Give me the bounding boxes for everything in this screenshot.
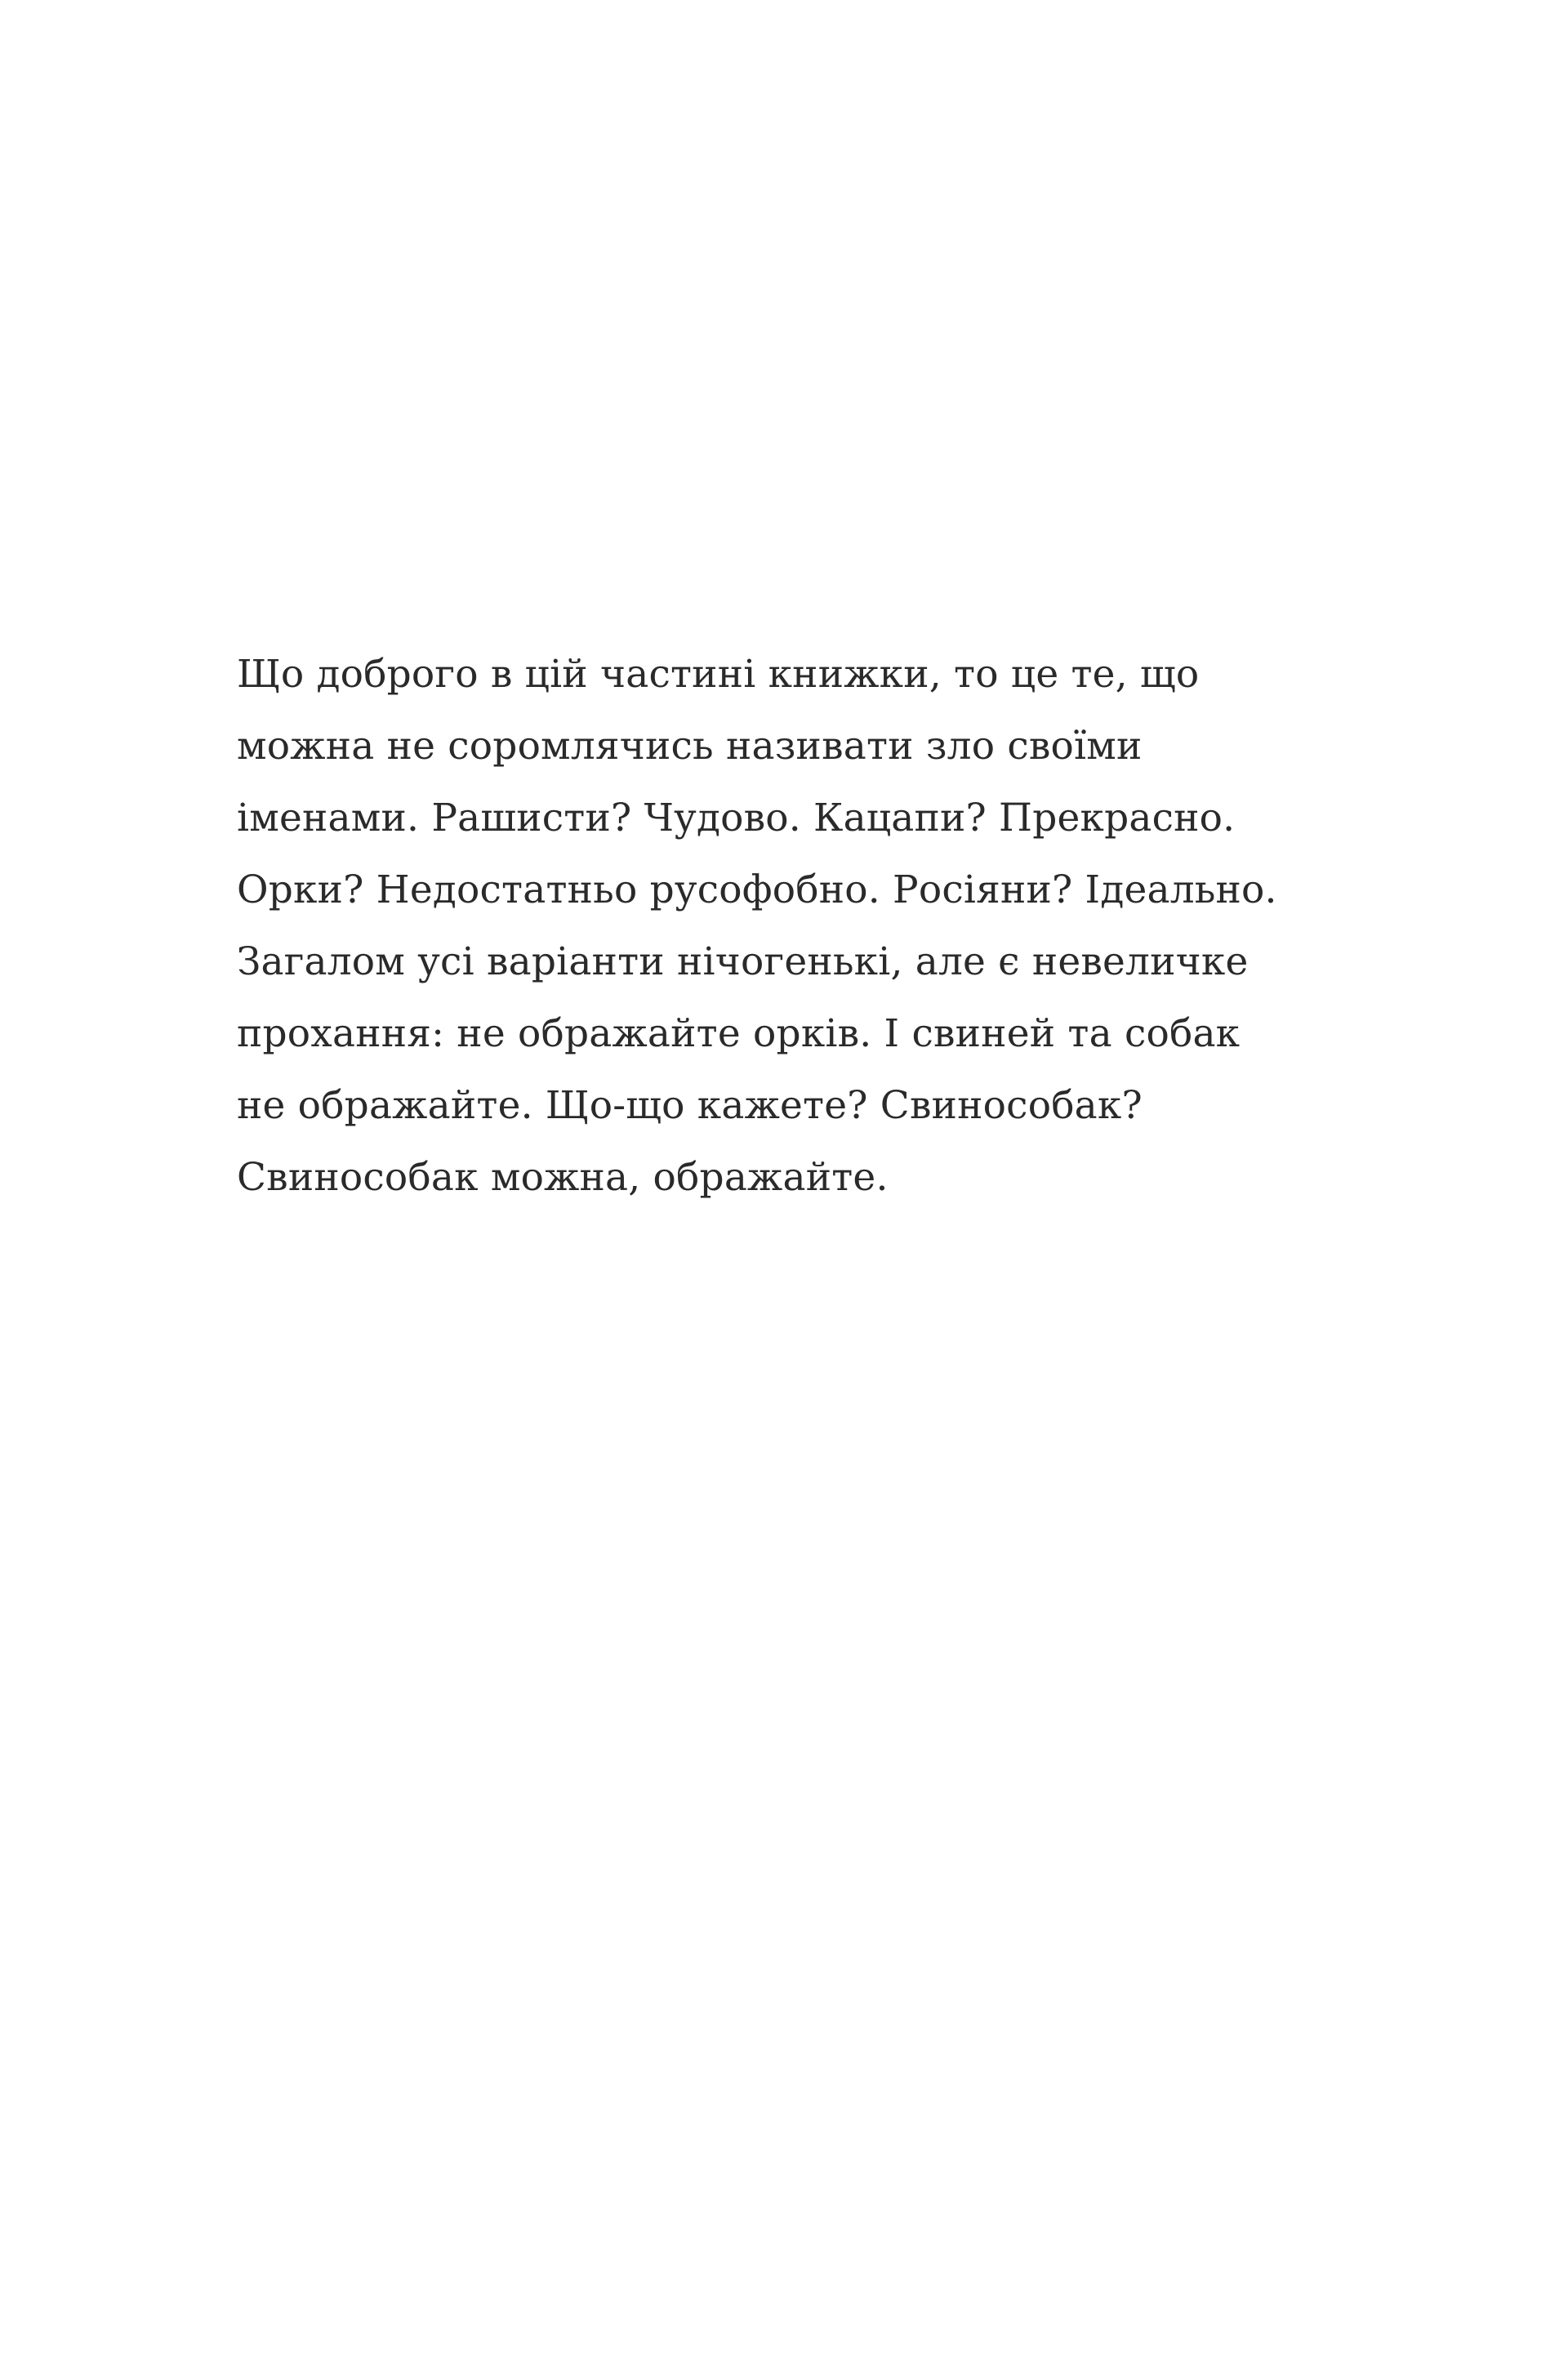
paragraph-line: Загалом усі варіанти нічогенькі, але є невеличке — [237, 939, 1249, 984]
paragraph-line: Свинособак можна, ображайте. — [237, 1155, 889, 1200]
body-paragraph — [237, 639, 1380, 1214]
paragraph-line: Орки? Недостатньо русофобно. Росіяни? Ідеально. — [237, 867, 1277, 912]
paragraph-line: Що доброго в цій частині книжки, то це те, що — [237, 652, 1200, 697]
paragraph-line: можна не соромлячись називати зло своїми — [237, 724, 1143, 769]
paragraph-line: іменами. Рашисти? Чудово. Кацапи? Прекрасно. — [237, 796, 1236, 840]
paragraph-line: не ображайте. Що-що кажете? Свинособак? — [237, 1083, 1143, 1128]
paragraph-line: прохання: не ображайте орків. І свиней та собак — [237, 1011, 1241, 1056]
